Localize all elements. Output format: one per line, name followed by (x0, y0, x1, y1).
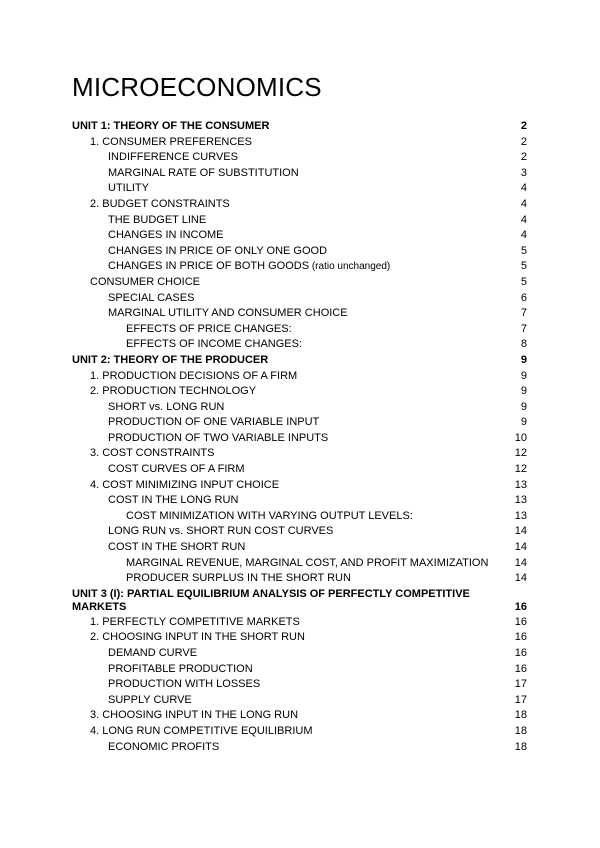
toc-unit-heading[interactable] (72, 587, 527, 615)
toc-entry[interactable] (72, 135, 527, 151)
toc-page-number: 4 (520, 182, 527, 195)
toc-entry-text: 3. CHOOSING INPUT IN THE LONG RUN (90, 709, 299, 722)
toc-entry-text: DEMAND CURVE (108, 647, 198, 659)
toc-entry-text: 2. BUDGET CONSTRAINTS (90, 197, 230, 210)
toc-entry-text: MARGINAL UTILITY AND CONSUMER CHOICE (108, 307, 348, 320)
toc-page-number: 4 (520, 229, 527, 242)
toc-entry-title (72, 662, 507, 678)
toc-entry-title (72, 693, 507, 709)
toc-page-number: 5 (520, 260, 527, 273)
toc-entry-title (72, 228, 513, 244)
toc-entry[interactable] (72, 400, 527, 416)
toc-entry-text: LONG RUN vs. SHORT RUN COST CURVES (108, 525, 334, 538)
toc-page-number: 5 (520, 244, 527, 257)
toc-entry[interactable] (72, 337, 527, 353)
toc-entry[interactable] (72, 662, 527, 678)
toc-entry-text: UNIT 3 (I): PARTIAL EQUILIBRIUM ANALYSIS OF PERFECTLY COMPETITIVE MARKETS (72, 587, 470, 614)
toc-page-number: 9 (520, 353, 527, 366)
toc-entry-text: CHANGES IN PRICE OF BOTH GOODS (108, 260, 310, 273)
toc-entry-title (72, 197, 513, 213)
toc-entry-title (72, 509, 507, 525)
toc-entry-text: ECONOMIC PROFITS (108, 740, 220, 753)
toc-page-number: 3 (520, 166, 527, 179)
toc-entry-text: COST MINIMIZATION WITH VARYING OUTPUT LEVELS: (126, 509, 413, 522)
toc-entry[interactable] (72, 615, 527, 631)
toc-page-number: 13 (514, 478, 527, 491)
toc-entry-title (72, 446, 507, 462)
toc-entry-text: 4. LONG RUN COMPETITIVE EQUILIBRIUM (90, 724, 313, 737)
toc-entry-title (72, 493, 507, 509)
toc-entry-title (72, 524, 507, 540)
toc-entry-title (72, 630, 507, 646)
toc-entry-text: PRODUCTION OF TWO VARIABLE INPUTS (108, 431, 329, 444)
toc-entry-text: CHANGES IN PRICE OF ONLY ONE GOOD (108, 244, 328, 257)
toc-entry[interactable] (72, 708, 527, 724)
toc-page-number: 16 (514, 662, 527, 675)
toc-entry[interactable] (72, 524, 527, 540)
toc-entry-title (72, 677, 507, 693)
toc-entry[interactable] (72, 244, 527, 260)
toc-entry[interactable] (72, 322, 527, 338)
toc-entry[interactable] (72, 166, 527, 182)
toc-entry[interactable] (72, 540, 527, 556)
toc-entry[interactable] (72, 181, 527, 197)
toc-entry-title (72, 740, 507, 756)
toc-entry-title (72, 135, 513, 151)
toc-entry-title (72, 415, 513, 431)
toc-entry-title (72, 353, 513, 369)
toc-page-number: 7 (520, 322, 527, 335)
toc-entry-text: UNIT 2: THEORY OF THE PRODUCER (72, 353, 269, 366)
toc-entry-text: 1. CONSUMER PREFERENCES (90, 135, 252, 148)
toc-entry[interactable] (72, 509, 527, 525)
toc-entry-title (72, 306, 513, 322)
toc-entry[interactable] (72, 571, 527, 587)
toc-entry[interactable] (72, 150, 527, 166)
toc-entry[interactable] (72, 630, 527, 646)
toc-entry-text: PRODUCER SURPLUS IN THE SHORT RUN (126, 572, 351, 585)
toc-entry-title (72, 540, 507, 556)
toc-entry-text: PRODUCTION OF ONE VARIABLE INPUT (108, 416, 320, 429)
toc-page-number: 6 (520, 291, 527, 304)
toc-entry-text: MARGINAL RATE OF SUBSTITUTION (108, 166, 299, 179)
toc-entry-title (72, 571, 507, 587)
toc-entry-text: COST CURVES OF A FIRM (108, 463, 245, 476)
toc-entry[interactable] (72, 493, 527, 509)
toc-page-number: 18 (514, 709, 527, 722)
toc-entry-text: EFFECTS OF INCOME CHANGES: (126, 338, 303, 351)
toc-entry[interactable] (72, 369, 527, 385)
toc-entry-text: COST IN THE LONG RUN (108, 494, 239, 507)
toc-page-number: 9 (520, 416, 527, 429)
toc-entry-title (72, 556, 507, 572)
toc-entry-text: SPECIAL CASES (108, 291, 195, 304)
toc-page-number: 9 (520, 400, 527, 413)
toc-entry-title (72, 431, 507, 447)
toc-page-number: 8 (520, 338, 527, 351)
toc-entry-text: THE BUDGET LINE (108, 213, 207, 226)
toc-entry-title (72, 337, 513, 353)
toc-entry[interactable] (72, 646, 527, 662)
toc-entry-title (72, 478, 507, 494)
toc-entry[interactable] (72, 556, 527, 572)
toc-entry[interactable] (72, 213, 527, 229)
toc-entry-text: 2. CHOOSING INPUT IN THE SHORT RUN (90, 631, 305, 644)
toc-entry-title (72, 213, 513, 229)
toc-entry-title (72, 646, 507, 662)
toc-page-number: 4 (520, 213, 527, 226)
toc-entry[interactable] (72, 197, 527, 213)
toc-page-number: 12 (514, 463, 527, 476)
toc-page-number: 9 (520, 385, 527, 398)
toc-page-number: 2 (520, 151, 527, 164)
toc-entry[interactable] (72, 384, 527, 400)
toc-page-number: 16 (514, 647, 527, 659)
toc-entry-text: EFFECTS OF PRICE CHANGES: (126, 322, 292, 335)
toc-entry[interactable] (72, 228, 527, 244)
toc-entry-title (72, 150, 513, 166)
toc-entry-text: PROFITABLE PRODUCTION (108, 662, 253, 675)
toc-entry-title (72, 384, 513, 400)
toc-entry[interactable] (72, 259, 527, 275)
toc-entry-text: COST IN THE SHORT RUN (108, 541, 246, 554)
toc-entry-text: INDIFFERENCE CURVES (108, 151, 238, 164)
toc-page-number: 16 (514, 615, 527, 628)
toc-entry-title (72, 291, 513, 307)
toc-entry-text: CHANGES IN INCOME (108, 229, 224, 242)
toc-entry-text: UTILITY (108, 182, 149, 195)
toc-entry-title (72, 181, 513, 197)
toc-entry-text: UNIT 1: THEORY OF THE CONSUMER (72, 120, 270, 132)
toc-entry-text: 4. COST MINIMIZING INPUT CHOICE (90, 478, 280, 491)
toc-entry-title (72, 166, 513, 182)
toc-entry-suffix: (ratio unchanged) (309, 261, 391, 273)
toc-entry[interactable] (72, 306, 527, 322)
toc-entry-text: SHORT vs. LONG RUN (108, 400, 225, 413)
toc-page-number: 14 (514, 525, 527, 538)
toc-entry-text: SUPPLY CURVE (108, 693, 192, 706)
toc-unit-heading[interactable] (72, 119, 527, 135)
toc-page-number: 9 (520, 369, 527, 382)
toc-entry[interactable] (72, 693, 527, 709)
toc-page-number: 17 (514, 693, 527, 706)
toc-entry-text: 1. PRODUCTION DECISIONS OF A FIRM (90, 369, 298, 382)
toc-entry-title (72, 244, 513, 260)
toc-entry[interactable] (72, 415, 527, 431)
toc-entry[interactable] (72, 724, 527, 740)
toc-entry[interactable] (72, 740, 527, 756)
toc-page-number: 12 (514, 447, 527, 460)
toc-page-number: 16 (514, 601, 527, 614)
toc-entry-text: CONSUMER CHOICE (90, 275, 201, 288)
toc-page-number: 2 (520, 135, 527, 148)
toc-entry-title (72, 400, 513, 416)
toc-page-number: 18 (514, 740, 527, 753)
toc-page-number: 10 (514, 431, 527, 444)
toc-entry-text: MARGINAL REVENUE, MARGINAL COST, AND PROFIT MAXIMIZATION (126, 556, 489, 569)
toc-entry-title (72, 259, 513, 275)
toc-entry-title (72, 322, 513, 338)
toc-entry-text: 2. PRODUCTION TECHNOLOGY (90, 385, 257, 398)
toc-entry[interactable] (72, 478, 527, 494)
toc-entry-title (72, 588, 507, 615)
toc-entry-title (72, 119, 513, 135)
toc-entry-title (72, 615, 507, 631)
toc-unit-heading[interactable] (72, 353, 527, 369)
toc-page-number: 18 (514, 724, 527, 737)
toc-entry[interactable] (72, 431, 527, 447)
toc-entry-title (72, 462, 507, 478)
toc-entry[interactable] (72, 291, 527, 307)
toc-page-number: 7 (520, 307, 527, 320)
toc-page-number: 14 (514, 541, 527, 554)
toc-page-number: 14 (514, 556, 527, 569)
toc-page-number: 2 (520, 120, 527, 132)
toc-entry-title (72, 724, 507, 740)
toc-entry[interactable] (72, 446, 527, 462)
toc-entry-text: 1. PERFECTLY COMPETITIVE MARKETS (90, 615, 300, 628)
toc-entry-text: PRODUCTION WITH LOSSES (108, 678, 261, 691)
toc-entry-title (72, 275, 513, 291)
toc-entry[interactable] (72, 275, 527, 291)
toc-entry-text: 3. COST CONSTRAINTS (90, 447, 215, 460)
document-title: MICROECONOMICS (72, 72, 322, 102)
toc-page-number: 16 (514, 631, 527, 644)
toc-page-number: 4 (520, 197, 527, 210)
toc-entry-title (72, 369, 513, 385)
toc-page-number: 14 (514, 572, 527, 585)
toc-page-number: 5 (520, 275, 527, 288)
toc-page-number: 17 (514, 678, 527, 691)
toc-page-number: 13 (514, 509, 527, 522)
toc-entry[interactable] (72, 462, 527, 478)
toc-entry[interactable] (72, 677, 527, 693)
toc-entry-title (72, 708, 507, 724)
table-of-contents (72, 119, 527, 755)
toc-page-number: 13 (514, 494, 527, 507)
